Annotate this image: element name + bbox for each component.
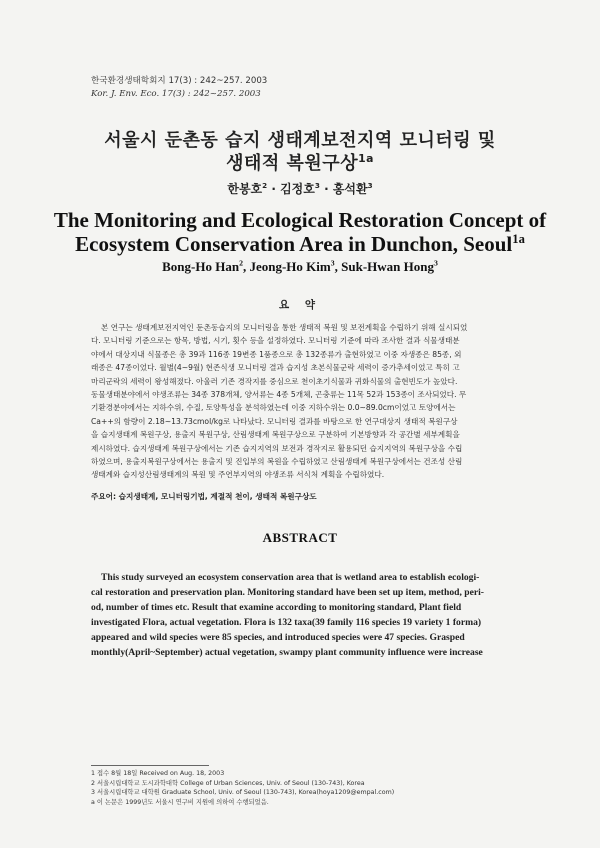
korean-abstract-line: 생태계와 습지성산림생태계의 복원 및 주연부지역의 야생조류 서식처 계획을 수립하였다. xyxy=(91,470,385,480)
abstract-line: This study surveyed an ecosystem conservation area that is wetland area to establish ecologi- xyxy=(101,572,480,583)
korean-abstract-body xyxy=(91,321,517,482)
english-author-2-mark: 3 xyxy=(330,258,335,268)
footnote-funding: a 이 논문은 1999년도 서울시 연구비 지원에 의하여 수행되었음. xyxy=(91,799,269,807)
abstract-line: investigated Flora, actual vegetation. Flora is 132 taxa(39 family 116 species 19 variety 1 forma) xyxy=(91,617,482,629)
english-authors xyxy=(60,259,540,275)
author-separator: · xyxy=(271,182,276,196)
footnotes xyxy=(91,769,517,808)
english-title-line1: The Monitoring and Ecological Restoration Concept of xyxy=(53,208,547,232)
korean-abstract-line: 다. 모니터링 기준으로는 항목, 방법, 시기, 횟수 등을 설정하였다. 모니터링 기준에 따라 조사한 결과 식물생태분 xyxy=(91,336,460,346)
author-comma: , xyxy=(334,259,338,274)
english-author-1-mark: 2 xyxy=(239,258,243,268)
korean-author-3: 홍석환 xyxy=(332,182,368,196)
korean-author-2-mark: 3 xyxy=(314,181,320,190)
korean-abstract-line: 야에서 대상지내 식물종은 총 39과 116종 19변종 1품종으로 총 132종류가 출현하였고 이중 자생종은 85종, 외 xyxy=(91,349,462,359)
footnote-affiliation-2: 2 서울시립대학교 도시과학대학 College of Urban Sciences, Univ. of Seoul (130-743), Korea xyxy=(91,779,365,787)
english-title-footnote-mark: 1a xyxy=(512,232,525,246)
korean-abstract-line: 제시하였다. 습지생태계 복원구상에서는 기존 습지지역의 보전과 경작지로 활용되던 습지지역의 복원구상을 수립 xyxy=(91,443,463,453)
korean-title-line1: 서울시 둔촌동 습지 생태계보전지역 모니터링 및 xyxy=(104,130,496,151)
footnote-received: 1 접수 8월 18일 Received on Aug. 18, 2003 xyxy=(91,770,225,777)
korean-abstract-line: 동물생태분야에서 야생조류는 34종 378개체, 양서류는 4종 5개체, 곤충류는 11목 52과 153종이 조사되었다. 무 xyxy=(91,390,467,400)
korean-abstract-line: 본 연구는 생태계보전지역인 둔촌동습지의 모니터링을 통한 생태적 복원 및 보전계획을 수립하기 위해 실시되었 xyxy=(101,323,468,332)
abstract-line: od, number of times etc. Result that examine according to monitoring standard, Plant field xyxy=(91,602,462,614)
korean-author-2: 김정호 xyxy=(280,182,315,196)
korean-abstract-line: 마리군락의 세력이 왕성해졌다. 아울러 기존 경작지를 중심으로 천이초기식물과 귀화식물의 출현빈도가 높았다. xyxy=(91,376,458,386)
korean-abstract-heading: 요 약 xyxy=(279,299,321,311)
korean-abstract-line: 을 습지생태계 복원구상, 용출지 복원구상, 산림생태계 복원구상으로 구분하여 기본방향과 각 공간별 세부계획을 xyxy=(91,430,460,440)
english-author-3-mark: 3 xyxy=(433,258,438,268)
korean-abstract-line: 기환경분야에서는 지하수위, 수질, 토양특성을 분석하였는데 이중 지하수위는 0.0~89.0cm이었고 토양에서는 xyxy=(91,403,456,413)
korean-abstract-line: 래종은 47종이었다. 월별(4~9월) 현존식생 모니터링 결과 습지성 초본식물군락 세력이 증가추세이었고 특히 고 xyxy=(91,363,460,373)
english-title-line2 xyxy=(40,232,560,257)
journal-citation-english: Kor. J. Env. Eco. 17(3) : 242~257. 2003 xyxy=(91,89,261,99)
english-author-2: Jeong-Ho Kim xyxy=(249,259,331,274)
korean-authors xyxy=(60,180,540,197)
korean-abstract-line: 하였으며, 용출지복원구상에서는 용출지 및 진입부의 복원을 수립하였고 산림생태계 복원구상에서는 건조성 산림 xyxy=(91,457,463,467)
korean-author-3-mark: 3 xyxy=(367,181,373,190)
english-title-line2-text: Ecosystem Conservation Area in Dunchon, Seoul xyxy=(75,232,513,256)
korean-author-1: 한봉호 xyxy=(227,182,263,196)
abstract-line: cal restoration and preservation plan. Monitoring standard have been set up item, method, peri- xyxy=(91,587,484,599)
journal-citation-korean: 한국환경생태학회지 17(3) : 242~257. 2003 xyxy=(91,76,268,86)
footnote-affiliation-3: 3 서울시립대학교 대학원 Graduate School, Univ. of Seoul (130-743), Korea(hoya1209@empal.com) xyxy=(91,789,395,797)
english-author-1: Bong-Ho Han xyxy=(162,259,240,274)
korean-title-footnote-mark: 1a xyxy=(358,152,374,165)
korean-title-line2-text: 생태적 복원구상 xyxy=(226,153,359,174)
author-separator: · xyxy=(324,182,329,196)
english-author-3: Suk-Hwan Hong xyxy=(341,259,434,274)
abstract-line: appeared and wild species were 85 species, and introduced species were 47 species. Grasped xyxy=(91,632,465,644)
abstract-heading: ABSTRACT xyxy=(262,530,338,545)
abstract-body xyxy=(91,570,517,661)
korean-author-1-mark: 2 xyxy=(262,181,268,190)
abstract-line: monthly(April~September) actual vegetation, swampy plant community influence were increase xyxy=(91,647,483,659)
footnote-divider xyxy=(91,765,209,766)
author-comma: , xyxy=(242,259,247,274)
korean-title-line2 xyxy=(60,149,540,175)
korean-abstract-line: Ca++의 함량이 2.18~13.73cmol/kg로 나타났다. 모니터링 결과를 바탕으로 한 연구대상지 생태적 복원구상 xyxy=(91,416,458,426)
korean-keywords: 주요어: 습지생태계, 모니터링기법, 계절적 천이, 생태적 복원구상도 xyxy=(91,492,317,501)
